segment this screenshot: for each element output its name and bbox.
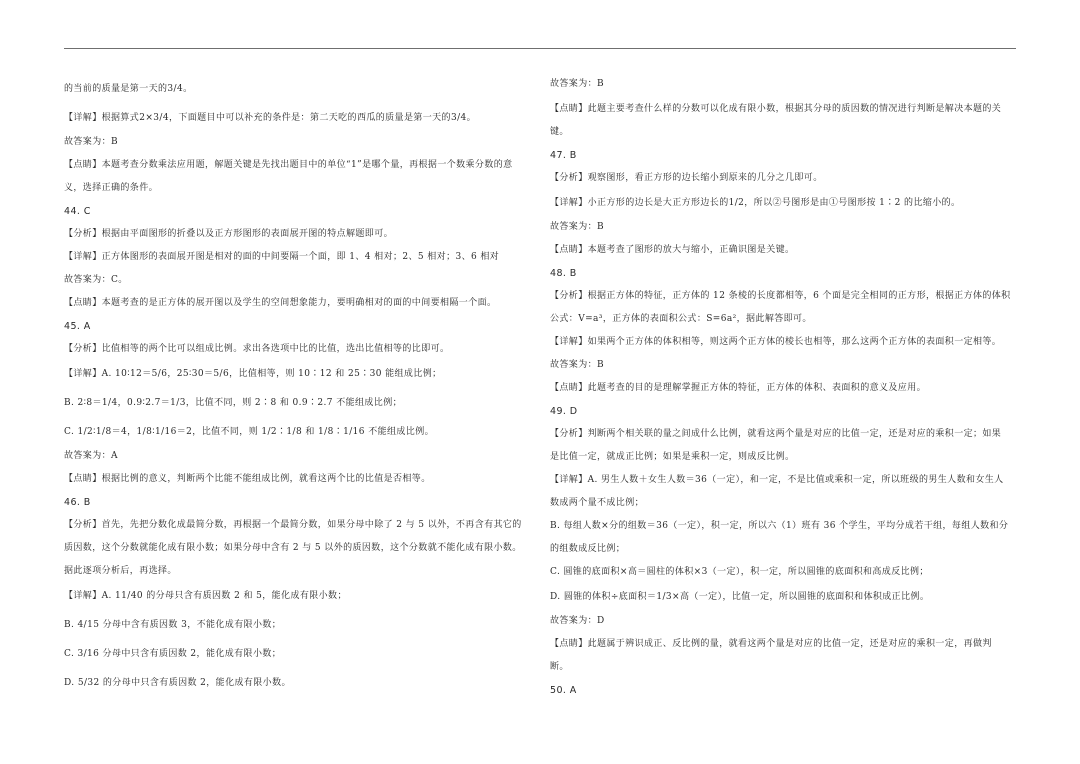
text-line: 【详解】A. 11/40 的分母只含有质因数 2 和 5，能化成有限小数； [64,591,347,601]
text-line: 【详解】A. 男生人数＋女生人数＝36（一定），和一定，不是比值或乘积一定，所以班级的男生人数和女生人 [550,475,1004,485]
text-line: 键。 [550,127,569,137]
question-number: 44. C [64,206,91,217]
text-line: 【点睛】此题属于辨识成正、反比例的量，就看这两个量是对应的比值一定，还是对应的乘积一定，再做判 [550,639,992,649]
text-line: B. 4/15 分母中含有质因数 3，不能化成有限小数； [64,620,282,630]
text-line: 义，选择正确的条件。 [64,183,159,193]
text-line: B. 每组人数×分的组数＝36（一定），积一定，所以六（1）班有 36 个学生，平均分成若干组，每组人数和分 [550,521,1009,531]
text-line: 故答案为：B [550,79,605,89]
question-number: 46. B [64,497,91,508]
text-line: 【分析】根据由平面图形的折叠以及正方形图形的表面展开图的特点解题即可。 [64,229,394,239]
text-line: 【详解】A. 10∶12＝5/6，25∶30＝5/6，比值相等，则 10∶12 和 25∶30 能组成比例； [64,369,442,379]
text-line: D. 5/32 的分母中只含有质因数 2，能化成有限小数。 [64,678,291,688]
text-line: 【点睛】本题考查了图形的放大与缩小，正确识图是关键。 [550,245,795,255]
text-line: B. 2∶8＝1/4，0.9∶2.7＝1/3，比值不同，则 2∶8 和 0.9∶2.7 不能组成比例； [64,398,402,408]
text-line: 【点睛】本题考查分数乘法应用题，解题关键是先找出题目中的单位“1”是哪个量，再根据一个数乘分数的意 [64,160,513,170]
text-line: 【详解】小正方形的边长是大正方形边长的1/2，所以②号图形是由①号图形按 1∶2 的比缩小的。 [550,198,961,208]
text-line: C. 3/16 分母中只含有质因数 2，能化成有限小数； [64,649,282,659]
text-line: 公式：V=a³，正方体的表面积公式：S=6a²，据此解答即可。 [550,314,812,324]
text-line: 【分析】比值相等的两个比可以组成比例。求出各选项中比的比值，选出比值相等的比即可。 [64,344,450,354]
question-number: 45. A [64,321,91,332]
text-line: 故答案为：B [550,360,605,370]
text-line: 故答案为：B [550,222,605,232]
text-line: 【分析】判断两个相关联的量之间成什么比例，就看这两个量是对应的比值一定，还是对应的乘积一定；如果 [550,429,1002,439]
right-column [550,78,1018,697]
text-line: 断。 [550,662,569,672]
text-line: 【分析】首先，先把分数化成最简分数，再根据一个最简分数，如果分母中除了 2 与 5 以外，不再含有其它的 [64,520,522,530]
text-line: C. 圆锥的底面积×高＝圆柱的体积×3（一定），积一定，所以圆锥的底面积和高成反比例； [550,567,929,577]
text-line: 质因数，这个分数就能化成有限小数；如果分母中含有 2 与 5 以外的质因数，这个分数就不能化成有限小数。 [64,543,522,553]
question-number: 49. D [550,406,578,417]
text-line: 【点睛】本题考查的是正方体的展开图以及学生的空间想象能力，要明确相对的面的中间要相隔一个面。 [64,298,497,308]
text-line: 数成两个量不成比例； [550,498,645,508]
text-line: 故答案为：A [64,451,118,461]
text-line: 【详解】正方体图形的表面展开图是相对的面的中间要隔一个面，即 1、4 相对；2、5 相对；3、6 相对 [64,252,500,262]
left-column [64,78,534,694]
text-line: D. 圆锥的体积÷底面积＝1/3×高（一定），比值一定，所以圆锥的底面积和体积成正比例。 [550,592,930,602]
text-line: 【点睛】根据比例的意义，判断两个比能不能组成比例，就看这两个比的比值是否相等。 [64,474,431,484]
question-number: 50. A [550,685,577,696]
text-line: 的当前的质量是第一天的3/4。 [64,84,193,94]
text-line: 故答案为：D [550,616,605,626]
text-line: 【详解】如果两个正方体的体积相等，则这两个正方体的棱长也相等，那么这两个正方体的表面积一定相等。 [550,337,1002,347]
header-rule [64,48,1016,49]
text-line: 【点睛】此题考查的目的是理解掌握正方体的特征，正方体的体积、表面积的意义及应用。 [550,383,927,393]
text-line: C. 1/2∶1/8＝4，1/8∶1/16＝2，比值不同，则 1/2∶1/8 和 1/8∶1/16 不能组成比例。 [64,427,434,437]
text-line: 【分析】根据正方体的特征，正方体的 12 条棱的长度都相等，6 个面是完全相同的正方形，根据正方体的体积 [550,291,1011,301]
text-line: 是比值一定，就成正比例；如果是乘积一定，则成反比例。 [550,452,795,462]
question-number: 47. B [550,150,577,161]
text-line: 的组数成反比例； [550,544,626,554]
text-line: 故答案为：C。 [64,275,128,285]
text-line: 据此逐项分析后，再选择。 [64,566,177,576]
text-line: 故答案为：B [64,137,119,147]
text-line: 【分析】观察图形，看正方形的边长缩小到原来的几分之几即可。 [550,173,823,183]
text-line: 【点睛】此题主要考查什么样的分数可以化成有限小数，根据其分母的质因数的情况进行判断是解决本题的关 [550,104,1002,114]
text-line: 【详解】根据算式2×3/4，下面题目中可以补充的条件是：第二天吃的西瓜的质量是第一天的3/4。 [64,113,477,123]
question-number: 48. B [550,268,577,279]
